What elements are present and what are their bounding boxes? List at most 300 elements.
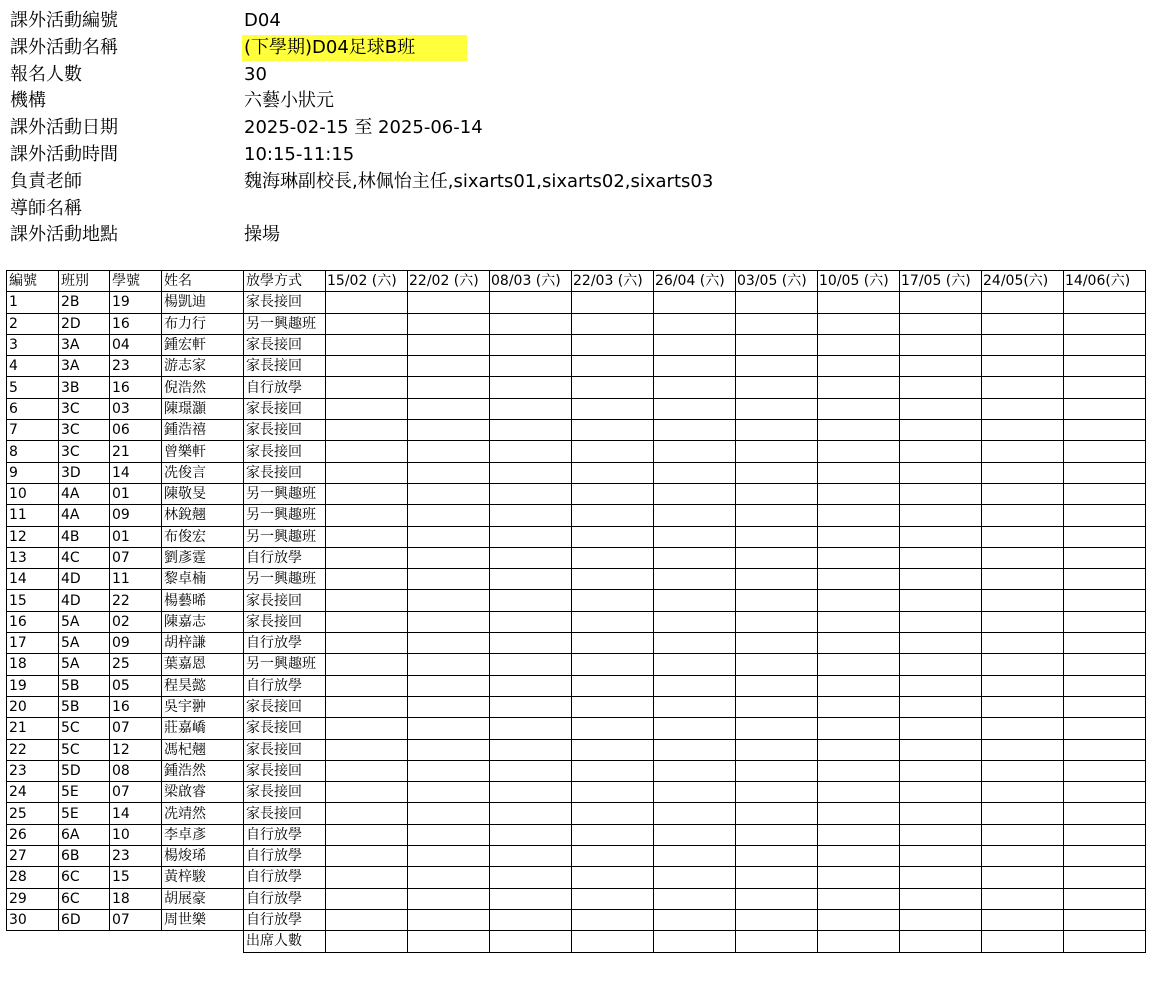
attendance-cell[interactable] [408,675,490,696]
attendance-cell[interactable] [408,739,490,760]
attendance-cell[interactable] [490,718,572,739]
attendance-cell[interactable] [818,483,900,504]
attendance-cell[interactable] [572,313,654,334]
attendance-cell[interactable] [982,867,1064,888]
attendance-cell[interactable] [654,824,736,845]
attendance-cell[interactable] [982,739,1064,760]
attendance-cell[interactable] [408,569,490,590]
attendance-cell[interactable] [572,441,654,462]
attendance-cell[interactable] [572,867,654,888]
attendance-cell[interactable] [654,633,736,654]
attendance-cell[interactable] [654,654,736,675]
attendance-cell[interactable] [326,547,408,568]
attendance-cell[interactable] [654,718,736,739]
attendance-cell[interactable] [900,654,982,675]
attendance-cell[interactable] [572,334,654,355]
attendance-cell[interactable] [1064,633,1146,654]
attendance-cell[interactable] [818,590,900,611]
attendance-cell[interactable] [1064,803,1146,824]
attendance-cell[interactable] [572,377,654,398]
attendance-cell[interactable] [408,505,490,526]
attendance-cell[interactable] [490,654,572,675]
attendance-cell[interactable] [490,377,572,398]
attendance-cell[interactable] [408,611,490,632]
attendance-cell[interactable] [326,718,408,739]
attendance-cell[interactable] [982,398,1064,419]
attendance-cell[interactable] [1064,526,1146,547]
attendance-cell[interactable] [572,398,654,419]
attendance-cell[interactable] [900,611,982,632]
attendance-cell[interactable] [1064,867,1146,888]
attendance-cell[interactable] [736,420,818,441]
attendance-cell[interactable] [900,675,982,696]
attendance-cell[interactable] [408,760,490,781]
attendance-cell[interactable] [818,760,900,781]
attendance-cell[interactable] [572,633,654,654]
attendance-cell[interactable] [900,867,982,888]
attendance-total-cell[interactable] [818,931,900,952]
attendance-cell[interactable] [1064,483,1146,504]
attendance-cell[interactable] [408,462,490,483]
attendance-cell[interactable] [490,334,572,355]
attendance-cell[interactable] [736,675,818,696]
attendance-cell[interactable] [736,292,818,313]
attendance-cell[interactable] [408,334,490,355]
attendance-total-cell[interactable] [900,931,982,952]
attendance-cell[interactable] [326,526,408,547]
attendance-cell[interactable] [326,505,408,526]
attendance-total-cell[interactable] [736,931,818,952]
attendance-cell[interactable] [982,803,1064,824]
attendance-cell[interactable] [818,718,900,739]
attendance-cell[interactable] [490,356,572,377]
attendance-cell[interactable] [736,526,818,547]
attendance-cell[interactable] [736,483,818,504]
attendance-cell[interactable] [818,696,900,717]
attendance-cell[interactable] [654,292,736,313]
attendance-cell[interactable] [572,696,654,717]
attendance-cell[interactable] [818,824,900,845]
attendance-cell[interactable] [326,356,408,377]
attendance-cell[interactable] [572,803,654,824]
attendance-cell[interactable] [490,846,572,867]
attendance-cell[interactable] [490,420,572,441]
attendance-cell[interactable] [1064,334,1146,355]
attendance-cell[interactable] [982,675,1064,696]
attendance-cell[interactable] [900,782,982,803]
attendance-cell[interactable] [982,654,1064,675]
attendance-cell[interactable] [1064,292,1146,313]
attendance-cell[interactable] [900,462,982,483]
attendance-cell[interactable] [1064,760,1146,781]
attendance-cell[interactable] [572,356,654,377]
attendance-cell[interactable] [736,867,818,888]
attendance-cell[interactable] [490,909,572,930]
attendance-cell[interactable] [408,782,490,803]
attendance-cell[interactable] [326,782,408,803]
attendance-cell[interactable] [900,718,982,739]
attendance-cell[interactable] [900,483,982,504]
attendance-cell[interactable] [1064,782,1146,803]
attendance-cell[interactable] [654,782,736,803]
attendance-cell[interactable] [408,888,490,909]
attendance-cell[interactable] [490,590,572,611]
attendance-cell[interactable] [900,505,982,526]
attendance-cell[interactable] [326,313,408,334]
attendance-cell[interactable] [900,824,982,845]
attendance-cell[interactable] [572,846,654,867]
attendance-cell[interactable] [900,909,982,930]
attendance-cell[interactable] [408,633,490,654]
attendance-cell[interactable] [982,909,1064,930]
attendance-cell[interactable] [818,420,900,441]
attendance-cell[interactable] [818,867,900,888]
attendance-cell[interactable] [736,505,818,526]
attendance-cell[interactable] [408,526,490,547]
attendance-cell[interactable] [326,675,408,696]
attendance-cell[interactable] [326,739,408,760]
attendance-cell[interactable] [490,824,572,845]
attendance-cell[interactable] [408,547,490,568]
attendance-cell[interactable] [1064,590,1146,611]
attendance-cell[interactable] [982,441,1064,462]
attendance-cell[interactable] [572,590,654,611]
attendance-cell[interactable] [1064,739,1146,760]
attendance-cell[interactable] [1064,313,1146,334]
attendance-cell[interactable] [1064,909,1146,930]
attendance-cell[interactable] [490,803,572,824]
attendance-cell[interactable] [1064,462,1146,483]
attendance-total-cell[interactable] [490,931,572,952]
attendance-cell[interactable] [818,313,900,334]
attendance-cell[interactable] [654,462,736,483]
attendance-cell[interactable] [736,377,818,398]
attendance-cell[interactable] [490,739,572,760]
attendance-cell[interactable] [572,654,654,675]
attendance-cell[interactable] [900,292,982,313]
attendance-cell[interactable] [326,590,408,611]
attendance-cell[interactable] [654,483,736,504]
attendance-cell[interactable] [654,398,736,419]
attendance-cell[interactable] [818,654,900,675]
attendance-cell[interactable] [572,420,654,441]
attendance-cell[interactable] [408,441,490,462]
attendance-cell[interactable] [654,739,736,760]
attendance-cell[interactable] [654,356,736,377]
attendance-cell[interactable] [326,824,408,845]
attendance-cell[interactable] [490,867,572,888]
attendance-cell[interactable] [736,569,818,590]
attendance-cell[interactable] [572,292,654,313]
attendance-cell[interactable] [408,356,490,377]
attendance-cell[interactable] [982,782,1064,803]
attendance-cell[interactable] [572,888,654,909]
attendance-cell[interactable] [1064,824,1146,845]
attendance-total-cell[interactable] [1064,931,1146,952]
attendance-cell[interactable] [900,590,982,611]
attendance-cell[interactable] [326,867,408,888]
attendance-cell[interactable] [982,696,1064,717]
attendance-cell[interactable] [818,292,900,313]
attendance-cell[interactable] [408,590,490,611]
attendance-cell[interactable] [654,803,736,824]
attendance-cell[interactable] [818,739,900,760]
attendance-cell[interactable] [900,547,982,568]
attendance-cell[interactable] [982,420,1064,441]
attendance-cell[interactable] [654,696,736,717]
attendance-cell[interactable] [326,760,408,781]
attendance-cell[interactable] [982,505,1064,526]
attendance-cell[interactable] [1064,846,1146,867]
attendance-total-cell[interactable] [982,931,1064,952]
attendance-cell[interactable] [982,334,1064,355]
attendance-cell[interactable] [1064,547,1146,568]
attendance-cell[interactable] [326,888,408,909]
attendance-cell[interactable] [1064,505,1146,526]
attendance-cell[interactable] [654,909,736,930]
attendance-cell[interactable] [408,718,490,739]
attendance-cell[interactable] [818,675,900,696]
attendance-cell[interactable] [900,420,982,441]
attendance-cell[interactable] [572,739,654,760]
attendance-cell[interactable] [900,888,982,909]
attendance-cell[interactable] [736,547,818,568]
attendance-cell[interactable] [982,526,1064,547]
attendance-cell[interactable] [326,483,408,504]
attendance-cell[interactable] [654,675,736,696]
attendance-cell[interactable] [408,909,490,930]
attendance-total-cell[interactable] [654,931,736,952]
attendance-cell[interactable] [1064,611,1146,632]
attendance-cell[interactable] [982,888,1064,909]
attendance-cell[interactable] [1064,654,1146,675]
attendance-cell[interactable] [982,846,1064,867]
attendance-cell[interactable] [326,292,408,313]
attendance-cell[interactable] [982,547,1064,568]
attendance-cell[interactable] [654,526,736,547]
attendance-cell[interactable] [408,654,490,675]
attendance-cell[interactable] [326,441,408,462]
attendance-cell[interactable] [408,483,490,504]
attendance-cell[interactable] [736,590,818,611]
attendance-cell[interactable] [654,846,736,867]
attendance-cell[interactable] [326,909,408,930]
attendance-total-cell[interactable] [408,931,490,952]
attendance-cell[interactable] [490,398,572,419]
attendance-cell[interactable] [572,483,654,504]
attendance-cell[interactable] [654,313,736,334]
attendance-cell[interactable] [572,526,654,547]
attendance-cell[interactable] [736,356,818,377]
attendance-cell[interactable] [1064,675,1146,696]
attendance-cell[interactable] [572,760,654,781]
attendance-cell[interactable] [1064,398,1146,419]
attendance-cell[interactable] [326,569,408,590]
attendance-cell[interactable] [736,824,818,845]
attendance-cell[interactable] [982,462,1064,483]
attendance-cell[interactable] [408,824,490,845]
attendance-cell[interactable] [900,313,982,334]
attendance-cell[interactable] [736,760,818,781]
attendance-cell[interactable] [326,420,408,441]
attendance-cell[interactable] [900,803,982,824]
attendance-cell[interactable] [736,696,818,717]
attendance-cell[interactable] [490,760,572,781]
attendance-cell[interactable] [654,569,736,590]
attendance-cell[interactable] [654,760,736,781]
attendance-cell[interactable] [326,334,408,355]
attendance-cell[interactable] [818,569,900,590]
attendance-cell[interactable] [818,611,900,632]
attendance-cell[interactable] [736,718,818,739]
attendance-cell[interactable] [736,611,818,632]
attendance-cell[interactable] [572,718,654,739]
attendance-cell[interactable] [818,547,900,568]
attendance-cell[interactable] [572,909,654,930]
attendance-cell[interactable] [1064,569,1146,590]
attendance-cell[interactable] [490,313,572,334]
attendance-cell[interactable] [408,377,490,398]
attendance-cell[interactable] [572,547,654,568]
attendance-cell[interactable] [900,334,982,355]
attendance-cell[interactable] [490,547,572,568]
attendance-cell[interactable] [326,654,408,675]
attendance-cell[interactable] [654,334,736,355]
attendance-cell[interactable] [326,696,408,717]
attendance-cell[interactable] [736,739,818,760]
attendance-cell[interactable] [408,803,490,824]
attendance-cell[interactable] [490,505,572,526]
attendance-cell[interactable] [654,547,736,568]
attendance-cell[interactable] [900,356,982,377]
attendance-cell[interactable] [736,441,818,462]
attendance-cell[interactable] [572,462,654,483]
attendance-cell[interactable] [900,760,982,781]
attendance-cell[interactable] [736,888,818,909]
attendance-cell[interactable] [408,867,490,888]
attendance-cell[interactable] [490,441,572,462]
attendance-cell[interactable] [736,909,818,930]
attendance-cell[interactable] [326,803,408,824]
attendance-cell[interactable] [490,462,572,483]
attendance-cell[interactable] [654,441,736,462]
attendance-cell[interactable] [736,334,818,355]
attendance-cell[interactable] [654,420,736,441]
attendance-cell[interactable] [490,611,572,632]
attendance-cell[interactable] [654,590,736,611]
attendance-cell[interactable] [654,377,736,398]
attendance-cell[interactable] [736,398,818,419]
attendance-cell[interactable] [1064,377,1146,398]
attendance-cell[interactable] [572,824,654,845]
attendance-cell[interactable] [982,633,1064,654]
attendance-cell[interactable] [736,462,818,483]
attendance-cell[interactable] [326,398,408,419]
attendance-cell[interactable] [408,398,490,419]
attendance-cell[interactable] [1064,696,1146,717]
attendance-cell[interactable] [408,846,490,867]
attendance-cell[interactable] [736,313,818,334]
attendance-cell[interactable] [572,569,654,590]
attendance-cell[interactable] [818,441,900,462]
attendance-cell[interactable] [982,356,1064,377]
attendance-cell[interactable] [982,569,1064,590]
attendance-cell[interactable] [818,356,900,377]
attendance-cell[interactable] [982,590,1064,611]
attendance-cell[interactable] [1064,420,1146,441]
attendance-cell[interactable] [982,292,1064,313]
attendance-total-cell[interactable] [572,931,654,952]
attendance-cell[interactable] [818,462,900,483]
attendance-cell[interactable] [900,846,982,867]
attendance-cell[interactable] [490,696,572,717]
attendance-cell[interactable] [818,803,900,824]
attendance-total-cell[interactable] [326,931,408,952]
attendance-cell[interactable] [1064,356,1146,377]
attendance-cell[interactable] [490,292,572,313]
attendance-cell[interactable] [1064,718,1146,739]
attendance-cell[interactable] [982,760,1064,781]
attendance-cell[interactable] [490,782,572,803]
attendance-cell[interactable] [818,526,900,547]
attendance-cell[interactable] [818,633,900,654]
attendance-cell[interactable] [982,483,1064,504]
attendance-cell[interactable] [490,526,572,547]
attendance-cell[interactable] [982,611,1064,632]
attendance-cell[interactable] [654,888,736,909]
attendance-cell[interactable] [982,824,1064,845]
attendance-cell[interactable] [654,867,736,888]
attendance-cell[interactable] [818,782,900,803]
attendance-cell[interactable] [818,398,900,419]
attendance-cell[interactable] [326,633,408,654]
attendance-cell[interactable] [490,888,572,909]
attendance-cell[interactable] [408,313,490,334]
attendance-cell[interactable] [326,462,408,483]
attendance-cell[interactable] [818,888,900,909]
attendance-cell[interactable] [490,483,572,504]
attendance-cell[interactable] [490,569,572,590]
attendance-cell[interactable] [572,505,654,526]
attendance-cell[interactable] [900,377,982,398]
attendance-cell[interactable] [572,675,654,696]
attendance-cell[interactable] [654,611,736,632]
attendance-cell[interactable] [490,633,572,654]
attendance-cell[interactable] [736,782,818,803]
attendance-cell[interactable] [736,654,818,675]
attendance-cell[interactable] [572,611,654,632]
attendance-cell[interactable] [818,334,900,355]
attendance-cell[interactable] [408,696,490,717]
attendance-cell[interactable] [818,505,900,526]
attendance-cell[interactable] [408,420,490,441]
attendance-cell[interactable] [818,846,900,867]
attendance-cell[interactable] [326,377,408,398]
attendance-cell[interactable] [654,505,736,526]
attendance-cell[interactable] [982,718,1064,739]
attendance-cell[interactable] [326,611,408,632]
attendance-cell[interactable] [900,398,982,419]
attendance-cell[interactable] [490,675,572,696]
attendance-cell[interactable] [572,782,654,803]
attendance-cell[interactable] [1064,441,1146,462]
attendance-cell[interactable] [408,292,490,313]
attendance-cell[interactable] [982,377,1064,398]
attendance-cell[interactable] [900,569,982,590]
attendance-cell[interactable] [900,739,982,760]
attendance-cell[interactable] [736,846,818,867]
attendance-cell[interactable] [818,377,900,398]
